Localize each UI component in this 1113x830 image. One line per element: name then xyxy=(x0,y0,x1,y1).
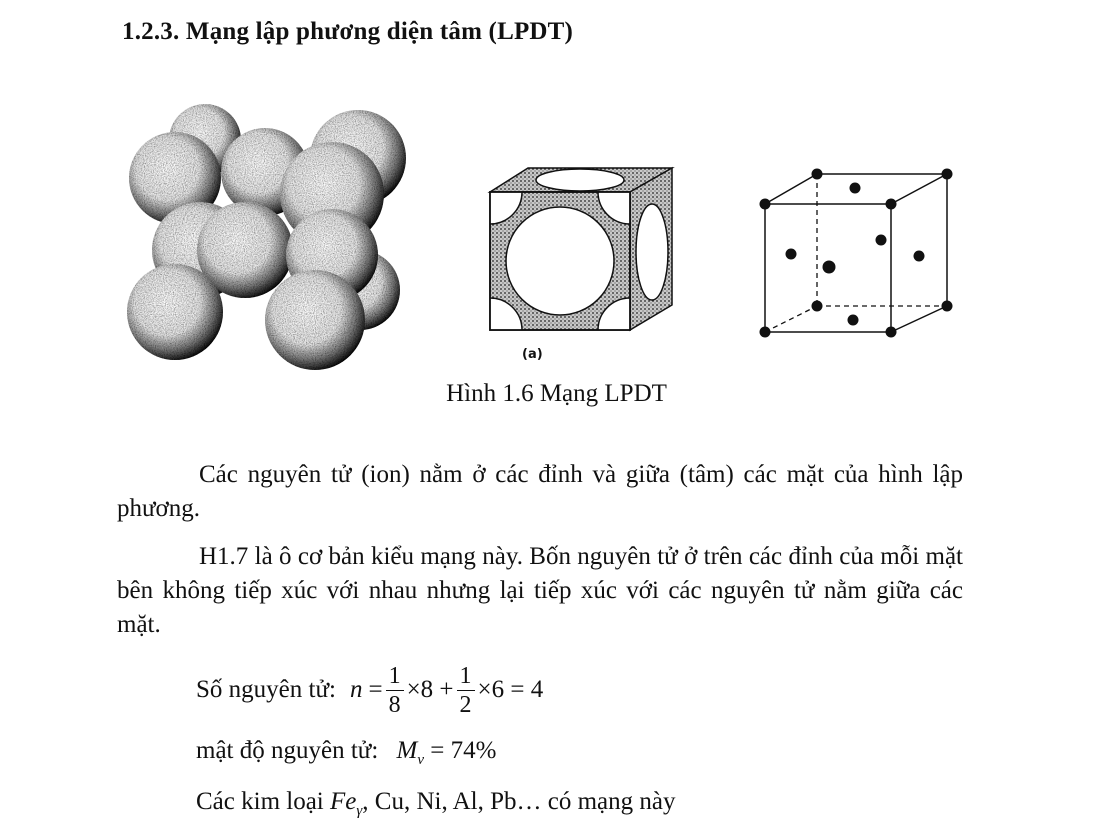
corner-atom xyxy=(760,199,771,210)
corner-atom xyxy=(760,327,771,338)
atom-sphere xyxy=(127,264,223,360)
metals-line xyxy=(196,788,675,820)
formula-result: ×6 = 4 xyxy=(477,676,544,703)
metals-symbol: Fe xyxy=(330,788,357,815)
metals-suffix: , Cu, Ni, Al, Pb… có mạng này xyxy=(362,788,676,815)
paragraph-1-text: Các nguyên tử (ion) nằm ở các đỉnh và giữa (tâm) các mặt của hình lập phương. xyxy=(117,461,963,522)
corner-atom xyxy=(812,169,823,180)
cube-section-figure xyxy=(480,160,690,340)
paragraph-2-text: H1.7 là ô cơ bản kiểu mạng này. Bốn nguyên tử ở trên các đỉnh của mỗi mặt bên không tiếp xúc với nhau nhưng lại tiếp xúc với các nguyên tử nằm giữa các mặt. xyxy=(117,543,963,638)
density-value: = 74% xyxy=(430,737,497,764)
fcc-lattice-figure xyxy=(745,160,965,350)
fraction-numerator: 1 xyxy=(459,662,472,689)
face-center-atom xyxy=(848,315,859,326)
metals-prefix: Các kim loại xyxy=(196,788,324,815)
fraction-one-half xyxy=(457,662,475,719)
figure-sub-label: (a) xyxy=(522,347,543,362)
corner-atom xyxy=(812,301,823,312)
corner-atom xyxy=(886,327,897,338)
formula-times-eight: ×8 + xyxy=(406,676,454,703)
fraction-denominator: 8 xyxy=(388,691,401,718)
corner-atom xyxy=(942,301,953,312)
face-center-atom xyxy=(823,261,836,274)
face-center-atom xyxy=(850,183,861,194)
metals-subscript: γ xyxy=(356,803,363,819)
formula-variable: n xyxy=(349,676,363,703)
face-center-atom xyxy=(876,235,887,246)
face-center-atom xyxy=(914,251,925,262)
corner-atom xyxy=(886,199,897,210)
fraction-numerator: 1 xyxy=(388,662,401,689)
section-heading: 1.2.3. Mạng lập phương diện tâm (LPDT) xyxy=(122,18,574,45)
atom-count-formula xyxy=(196,654,543,726)
density-label: mật độ nguyên tử: xyxy=(196,737,379,764)
paragraph-2 xyxy=(117,540,963,642)
density-symbol: M xyxy=(396,737,418,764)
sphere-packing-figure xyxy=(120,100,420,370)
fraction-one-eighth xyxy=(386,662,404,719)
face-center-atom xyxy=(786,249,797,260)
corner-atom xyxy=(942,169,953,180)
formula-label: Số nguyên tử: xyxy=(196,676,336,703)
formula-equals: = xyxy=(368,676,383,703)
paragraph-1 xyxy=(117,458,963,526)
figure-caption: Hình 1.6 Mạng LPDT xyxy=(446,380,667,407)
fraction-denominator: 2 xyxy=(459,691,472,718)
atom-sphere xyxy=(265,270,365,370)
density-subscript: v xyxy=(417,752,425,768)
density-line xyxy=(196,737,496,769)
